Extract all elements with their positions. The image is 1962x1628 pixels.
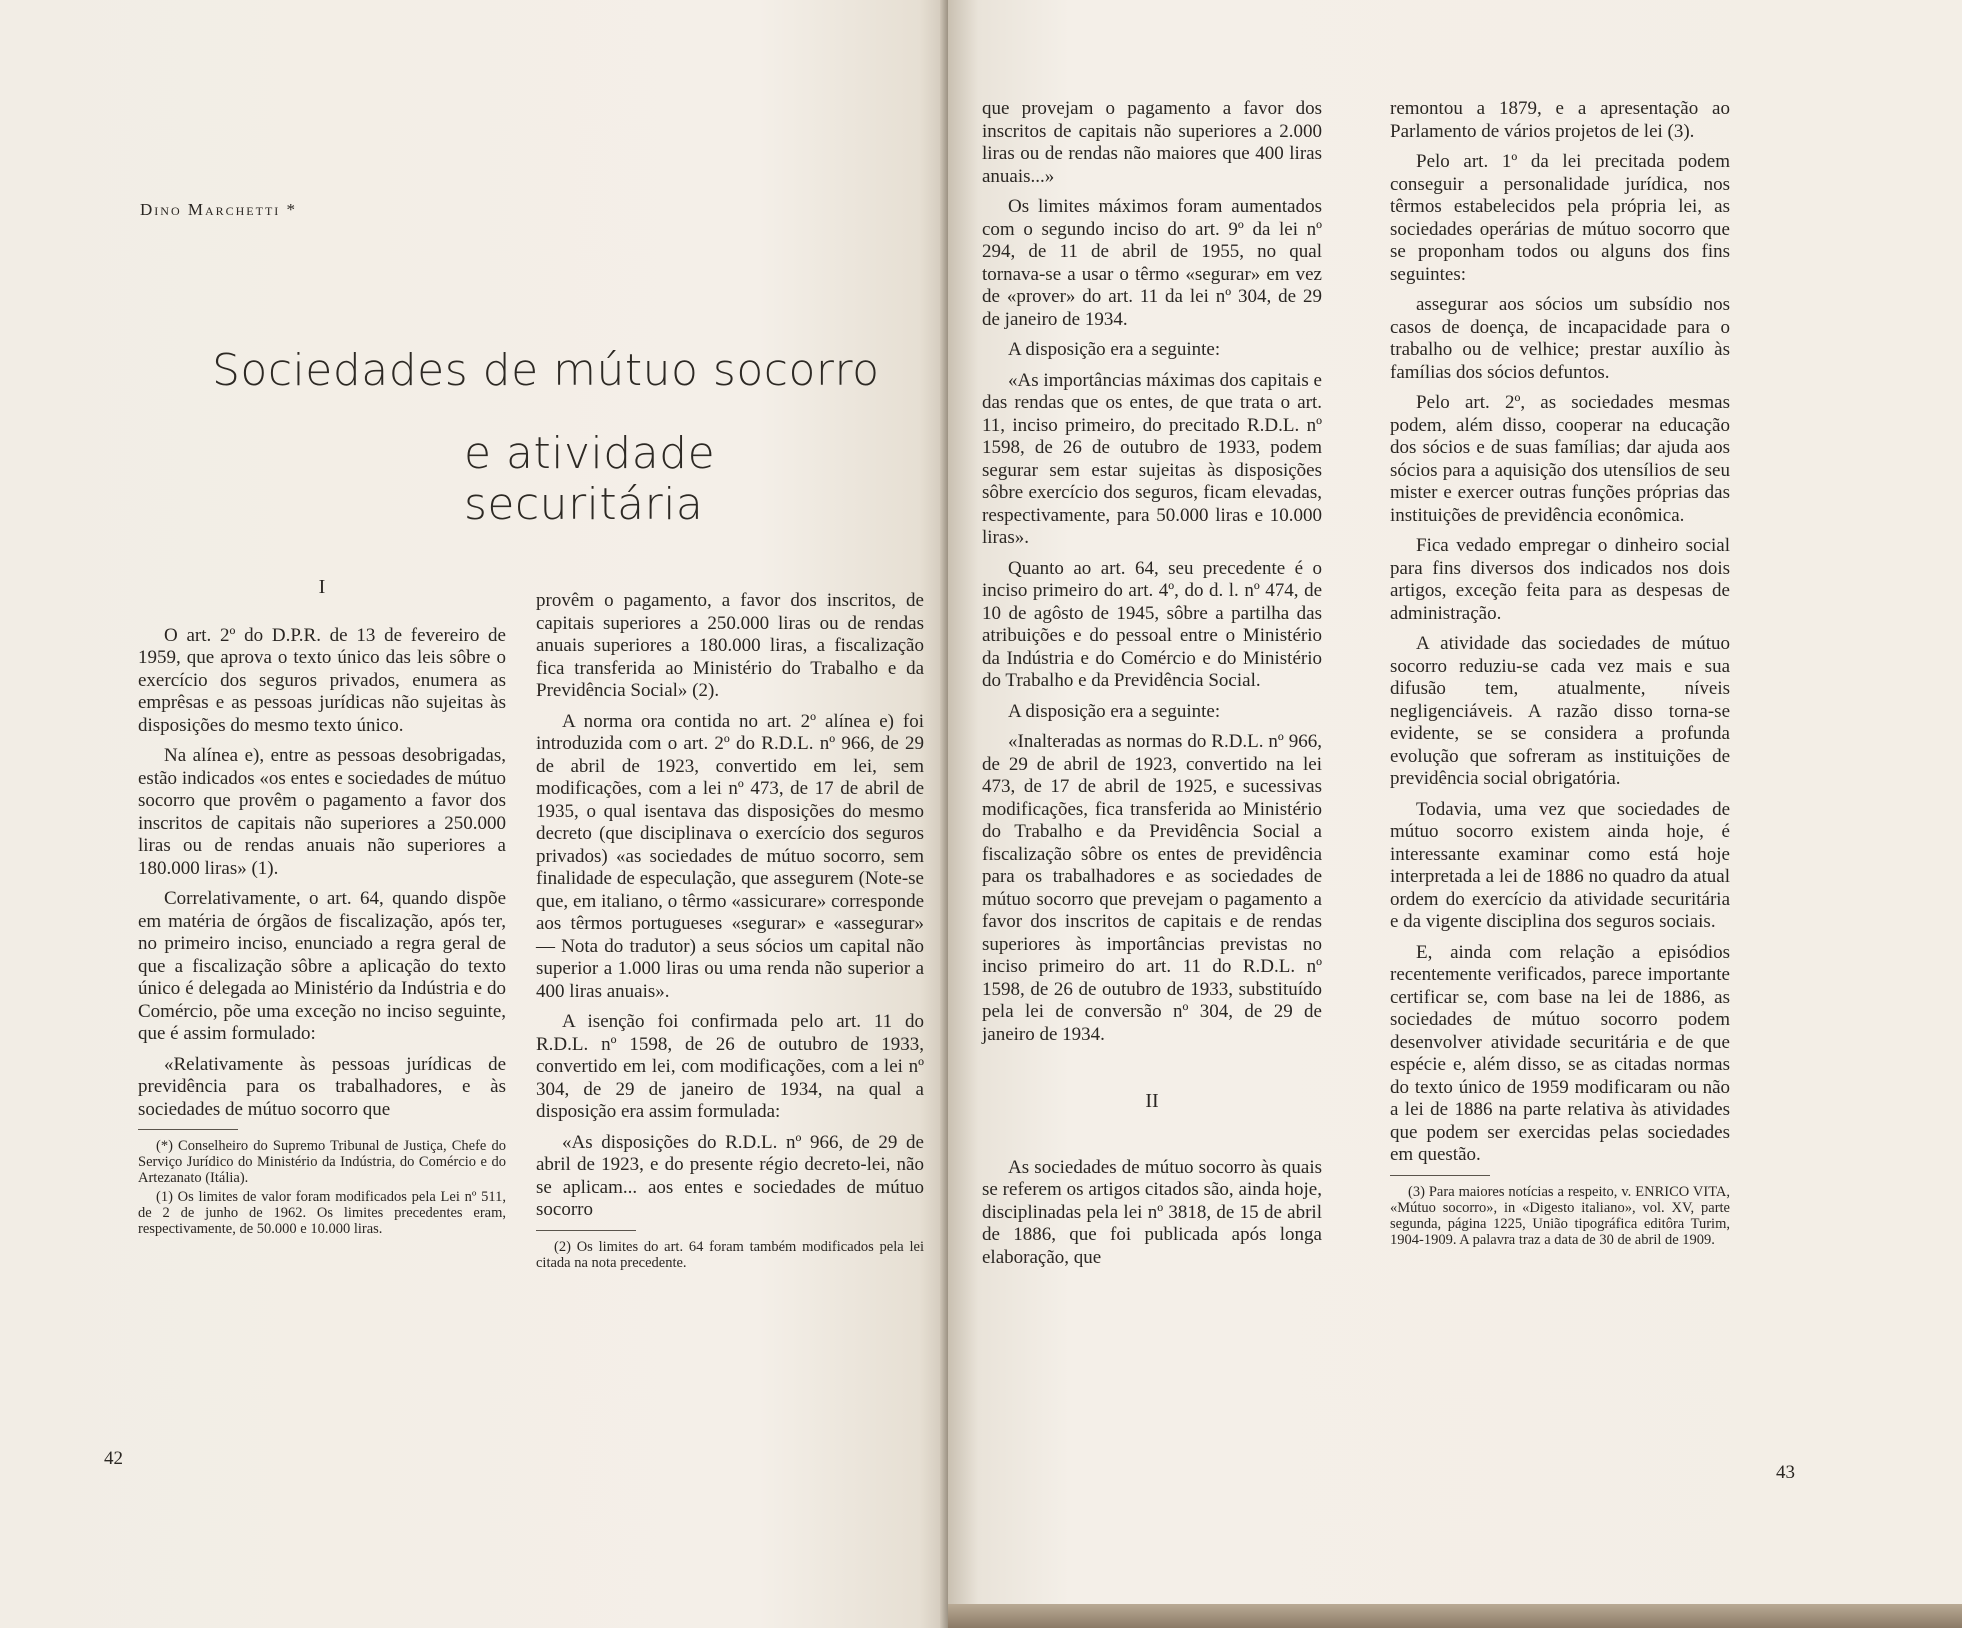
- paragraph: A isenção foi confirmada pelo art. 11 do R.D.L. nº 1598, de 26 de outubro de 1933, convertido em lei, com modificações, com a lei nº 304, de 29 de janeiro de 1934, na qual a disposição era assim formulada:: [536, 1011, 924, 1122]
- paragraph: Correlativamente, o art. 64, quando dispõe em matéria de órgãos de fiscalização, após ter, no primeiro inciso, enunciado a regra geral de que a fiscalização sôbre a aplicação do texto único é delegada ao Ministério da Indústria e do Comércio, põe uma exceção no inciso seguinte, que é assim formulado:: [138, 888, 506, 1044]
- article-title-line2: e atividade securitária: [464, 428, 716, 530]
- paragraph: remontou a 1879, e a apresentação ao Parlamento de vários projetos de lei (3).: [1390, 98, 1730, 142]
- page-number-left: 42: [104, 1448, 123, 1469]
- footnote: (3) Para maiores notícias a respeito, v. ENRICO VITA, «Mútuo socorro», in «Digesto italiano», vol. XV, parte segunda, página 1225, União tipográfica editôra Turim, 1904-1909. A palavra traz a data de 30 de abril de 1909.: [1390, 1183, 1730, 1248]
- paragraph: que provejam o pagamento a favor dos inscritos de capitais não superiores a 2.000 liras ou de rendas não maiores que 400 liras anuais...»: [982, 98, 1322, 187]
- paragraph: Pelo art. 2º, as sociedades mesmas podem, além disso, cooperar na educação dos sócios e de suas famílias; dar ajuda aos sócios para a aquisição dos utensílios de seu mister e exercer outras funções próprias das instituições de previdência econômica.: [1390, 392, 1730, 526]
- paragraph: provêm o pagamento, a favor dos inscritos, de capitais superiores a 250.000 liras ou de rendas anuais superiores a 180.000 liras, a fiscalização fica transferida ao Ministério do Trabalho e da Previdência Social» (2).: [536, 590, 924, 701]
- left-column-2: [536, 590, 924, 1274]
- paragraph: «Relativamente às pessoas jurídicas de previdência para os trabalhadores, e às sociedades de mútuo socorro que: [138, 1053, 506, 1120]
- paragraph: Todavia, uma vez que sociedades de mútuo socorro existem ainda hoje, é interessante examinar como está hoje interpretada a lei de 1886 no quadro da atual ordem do exercício da atividade securitária e da vigente disciplina dos seguros sociais.: [1390, 798, 1730, 932]
- footnote: (*) Conselheiro do Supremo Tribunal de Justiça, Chefe do Serviço Jurídico do Ministério da Indústria, do Comércio e do Artezanato (Itália).: [138, 1138, 506, 1186]
- paragraph: A disposição era a seguinte:: [1008, 339, 1221, 360]
- paragraph: As sociedades de mútuo socorro às quais se referem os artigos citados são, ainda hoje, disciplinadas pela lei nº 3818, de 15 de abril de 1886, que foi publicada após longa elaboração, que: [982, 1156, 1322, 1268]
- paragraph: Os limites máximos foram aumentados com o segundo inciso do art. 9º da lei nº 294, de 11 de abril de 1955, no qual tornava-se a usar o têrmo «segurar» em vez de «prover» do art. 11 da lei nº 304, de 29 de janeiro de 1934.: [982, 196, 1322, 330]
- section-heading-1: I: [318, 576, 326, 598]
- paragraph: E, ainda com relação a episódios recentemente verificados, parece importante certificar se, com base na lei de 1886, as sociedades de mútuo socorro podem desenvolver atividade securitária e de que espécie e, além disso, se as citadas normas do texto único de 1959 modificaram ou não a lei de 1886 na parte relativa às atividades que podem ser exercidas pelas sociedades em questão.: [1390, 941, 1730, 1165]
- paragraph: O art. 2º do D.P.R. de 13 de fevereiro de 1959, que aprova o texto único das leis sôbre o exercício dos seguros privados, enumera as emprêsas e as pessoas jurídicas não sujeitas às disposições do mesmo texto único.: [138, 624, 506, 736]
- left-column-1: [138, 576, 506, 1240]
- right-page: [948, 0, 1962, 1628]
- paragraph: Na alínea e), entre as pessoas desobrigadas, estão indicados «os entes e sociedades de mútuo socorro que provêm o pagamento a favor dos inscritos de capitais não superiores a 250.000 liras ou de rendas anuais não superiores a 180.000 liras» (1).: [138, 745, 506, 879]
- footnote-rule: [1390, 1175, 1490, 1176]
- author-name: Dino Marchetti *: [140, 200, 298, 219]
- paragraph: Quanto ao art. 64, seu precedente é o inciso primeiro do art. 4º, do d. l. nº 474, de 10 de agôsto de 1945, sôbre a partilha das atribuições e do pessoal entre o Ministério da Indústria e do Comércio e do Ministério do Trabalho e da Previdência Social.: [982, 557, 1322, 691]
- right-column-2: [1390, 98, 1730, 1251]
- right-column-1: [982, 98, 1322, 1277]
- footnote: (1) Os limites de valor foram modificados pela Lei nº 511, de 2 de junho de 1962. Os limites precedentes eram, respectivamente, de 50.000 e 10.000 liras.: [138, 1189, 506, 1237]
- footnote-rule: [138, 1129, 238, 1130]
- paragraph: «As importâncias máximas dos capitais e das rendas que os entes, de que trata o art. 11, inciso primeiro, do precitado R.D.L. nº 1598, de 26 de outubro de 1933, podem segurar sem estar sujeitas às disposições sôbre exercício dos seguros, ficam elevadas, respectivamente, para 50.000 liras e 10.000 liras».: [982, 369, 1322, 548]
- paragraph: A atividade das sociedades de mútuo socorro reduziu-se cada vez mais e sua difusão tem, atualmente, níveis negligenciáveis. A razão disso torna-se evidente, se se considera a profunda evolução que sofreram as instituições de previdência social obrigatória.: [1390, 633, 1730, 789]
- paragraph: Fica vedado empregar o dinheiro social para fins diversos dos indicados nos dois artigos, exceção feita para as despesas de administração.: [1390, 535, 1730, 624]
- section-heading-2: II: [1145, 1090, 1159, 1112]
- paragraph: Pelo art. 1º da lei precitada podem conseguir a personalidade jurídica, nos têrmos estabelecidos pela própria lei, as sociedades operárias de mútuo socorro que se proponham todos ou alguns dos fins seguintes:: [1390, 151, 1730, 285]
- article-title-line1: Sociedades de mútuo socorro: [212, 345, 880, 396]
- footnote-rule: [536, 1230, 636, 1231]
- paragraph: assegurar aos sócios um subsídio nos casos de doença, de incapacidade para o trabalho ou de velhice; prestar auxílio às famílias dos sócios defuntos.: [1390, 294, 1730, 383]
- paragraph: A norma ora contida no art. 2º alínea e) foi introduzida com o art. 2º do R.D.L. nº 966, de 29 de abril de 1923, convertido em lei, sem modificações, com a lei nº 473, de 17 de abril de 1935, o qual isentava das disposições do mesmo decreto (que disciplinava o exercício dos seguros privados) «as sociedades de mútuo socorro, sem finalidade de especulação, que assegurem (Note-se que, em italiano, o têrmo «assicurare» corresponde aos têrmos portugueses «segurar» e «assegurar» — Nota do tradutor) a seus sócios um capital não superior a 1.000 liras ou uma renda não superior a 400 liras anuais».: [536, 710, 924, 1002]
- paragraph: A disposição era a seguinte:: [1008, 700, 1221, 722]
- left-page: [0, 0, 948, 1628]
- paragraph: «As disposições do R.D.L. nº 966, de 29 de abril de 1923, e do presente régio decreto-lei, não se aplicam... aos entes e sociedades de mútuo socorro: [536, 1131, 924, 1220]
- footnote: (2) Os limites do art. 64 foram também modificados pela lei citada na nota precedente.: [536, 1238, 924, 1271]
- page-number-right: 43: [1776, 1462, 1795, 1483]
- paragraph: «Inalteradas as normas do R.D.L. nº 966, de 29 de abril de 1923, convertido na lei 473, de 17 de abril de 1925, e sucessivas modificações, fica transferida ao Ministério do Trabalho e da Previdência Social a fiscalização sôbre os entes de previdência para os trabalhadores e as sociedades de mútuo socorro que prevejam o pagamento a favor dos inscritos de capitais e de rendas superiores às importâncias previstas no inciso primeiro do art. 11 do R.D.L. nº 1598, de 26 de outubro de 1933, substituído pela lei de conversão nº 304, de 29 de janeiro de 1934.: [982, 731, 1322, 1045]
